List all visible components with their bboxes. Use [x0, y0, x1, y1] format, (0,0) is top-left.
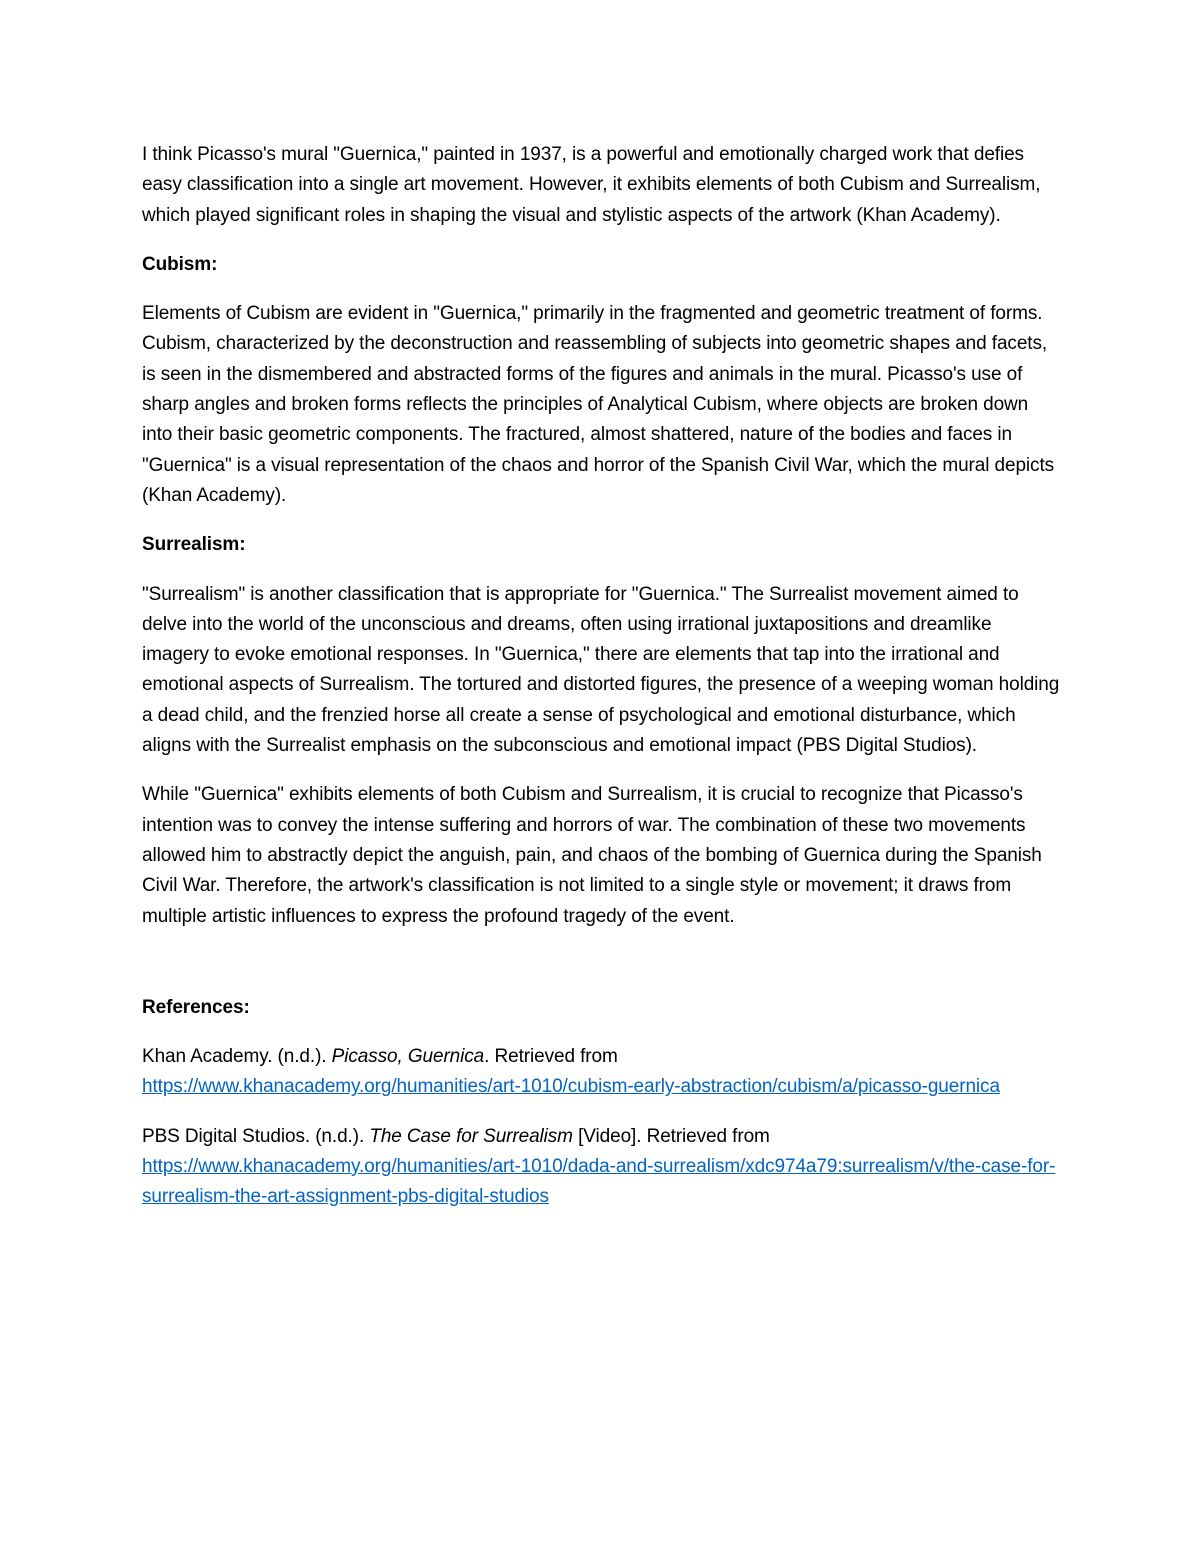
reference-author-date: Khan Academy. (n.d.). — [142, 1046, 332, 1068]
document-page — [142, 140, 1062, 1232]
reference-title: Picasso, Guernica — [331, 1046, 485, 1068]
reference-retrieved: [Video]. Retrieved from — [572, 1125, 770, 1147]
reference-retrieved: . Retrieved from — [484, 1046, 618, 1068]
reference-title: The Case for Surrealism — [369, 1125, 573, 1147]
references-heading: References: — [142, 996, 250, 1018]
cubism-heading: Cubism: — [142, 253, 218, 275]
reference-item — [142, 1042, 1062, 1103]
reference-link[interactable]: https://www.khanacademy.org/humanities/art-1010/dada-and-surrealism/xdc974a79:surrealism/v/the-case-for-surrealism-the-art-assignment-pbs-digital-studios — [142, 1156, 1056, 1208]
reference-author-date: PBS Digital Studios. (n.d.). — [142, 1125, 370, 1147]
cubism-paragraph: Elements of Cubism are evident in "Guernica," primarily in the fragmented and geometric treatment of forms. Cubism, characterized by the deconstruction and reassembling of subjects into geometric shapes and facets, is seen in the dismembered and abstracted forms of the figures and animals in the mural. Picasso's use of sharp angles and broken forms reflects the principles of Analytical Cubism, where objects are broken down into their basic geometric components. The fractured, almost shattered, nature of the bodies and faces in "Guernica" is a visual representation of the chaos and horror of the Spanish Civil War, which the mural depicts (Khan Academy). — [142, 303, 1055, 506]
surrealism-heading: Surrealism: — [142, 534, 246, 556]
reference-item — [142, 1122, 1062, 1213]
conclusion-paragraph: While "Guernica" exhibits elements of both Cubism and Surrealism, it is crucial to recognize that Picasso's intention was to convey the intense suffering and horrors of war. The combination of these two movements allowed him to abstractly depict the anguish, pain, and chaos of the bombing of Guernica during the Spanish Civil War. Therefore, the artwork's classification is not limited to a single style or movement; it draws from multiple artistic influences to express the profound tragedy of the event. — [142, 784, 1042, 927]
surrealism-paragraph: "Surrealism" is another classification that is appropriate for "Guernica." The Surrealist movement aimed to delve into the world of the unconscious and dreams, often using irrational juxtapositions and dreamlike imagery to evoke emotional responses. In "Guernica," there are elements that tap into the irrational and emotional aspects of Surrealism. The tortured and distorted figures, the presence of a weeping woman holding a dead child, and the frenzied horse all create a sense of psychological and emotional disturbance, which aligns with the Surrealist emphasis on the subconscious and emotional impact (PBS Digital Studios). — [142, 583, 1060, 757]
reference-link[interactable]: https://www.khanacademy.org/humanities/art-1010/cubism-early-abstraction/cubism/a/picasso-guernica — [142, 1076, 1000, 1098]
intro-paragraph: I think Picasso's mural "Guernica," painted in 1937, is a powerful and emotionally charged work that defies easy classification into a single art movement. However, it exhibits elements of both Cubism and Surrealism, which played significant roles in shaping the visual and stylistic aspects of the artwork (Khan Academy). — [142, 144, 1041, 226]
